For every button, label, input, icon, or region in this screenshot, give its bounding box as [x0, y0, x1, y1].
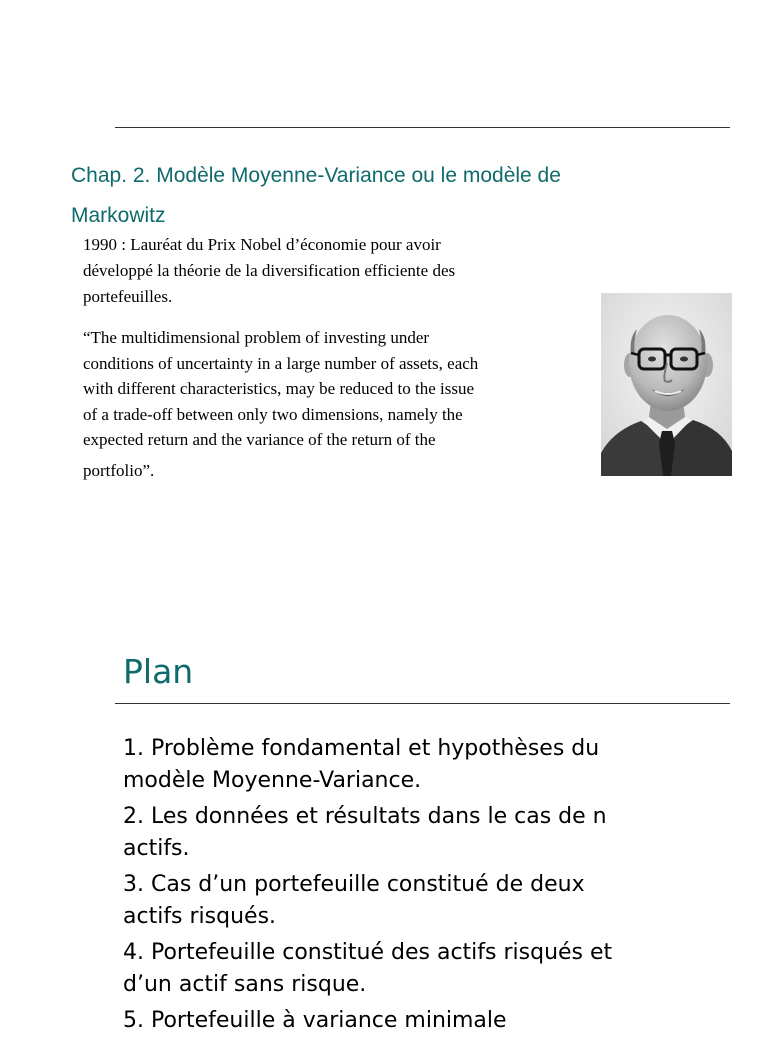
plan-title: Plan — [123, 652, 194, 691]
plan-item-line: 3. Cas d’un portefeuille constitué de deux — [123, 872, 585, 897]
quote-line: “The multidimensional problem of investing under — [83, 328, 430, 347]
chapter-title-line-2: Markowitz — [71, 204, 166, 227]
bio-line: portefeuilles. — [83, 287, 173, 306]
quote-line: portfolio”. — [83, 460, 155, 480]
plan-item — [123, 1005, 723, 1037]
plan-item — [123, 869, 723, 933]
plan-item-line: 2. Les données et résultats dans le cas de n — [123, 804, 607, 829]
bio-line: 1990 : Lauréat du Prix Nobel d’économie pour avoir — [83, 235, 441, 254]
plan-item-line: d’un actif sans risque. — [123, 972, 367, 997]
quote-line: expected return and the variance of the return of the — [83, 430, 436, 449]
markowitz-quote — [83, 325, 593, 483]
top-divider — [115, 127, 730, 128]
plan-item-line: modèle Moyenne-Variance. — [123, 768, 422, 793]
plan-item — [123, 733, 723, 797]
chapter-title — [71, 156, 751, 236]
plan-item-line: 1. Problème fondamental et hypothèses du — [123, 736, 600, 761]
plan-item-line: actifs risqués. — [123, 904, 277, 929]
quote-line: with different characteristics, may be reduced to the issue — [83, 379, 475, 398]
nobel-bio — [83, 232, 583, 310]
plan-item-line: 5. Portefeuille à variance minimale — [123, 1008, 507, 1033]
quote-line: of a trade-off between only two dimensions, namely the — [83, 404, 463, 424]
plan-item — [123, 801, 723, 865]
quote-line: conditions of uncertainty in a large number of assets, each — [83, 353, 479, 373]
markowitz-portrait — [601, 293, 732, 476]
plan-item-line: 4. Portefeuille constitué des actifs risqués et — [123, 940, 613, 965]
bio-line: développé la théorie de la diversification efficiente des — [83, 261, 456, 280]
plan-item-line: actifs. — [123, 836, 190, 861]
chapter-title-line-1: Chap. 2. Modèle Moyenne-Variance ou le modèle de — [71, 164, 561, 187]
plan-list — [123, 733, 723, 1041]
plan-item — [123, 937, 723, 1001]
plan-divider — [115, 703, 730, 704]
